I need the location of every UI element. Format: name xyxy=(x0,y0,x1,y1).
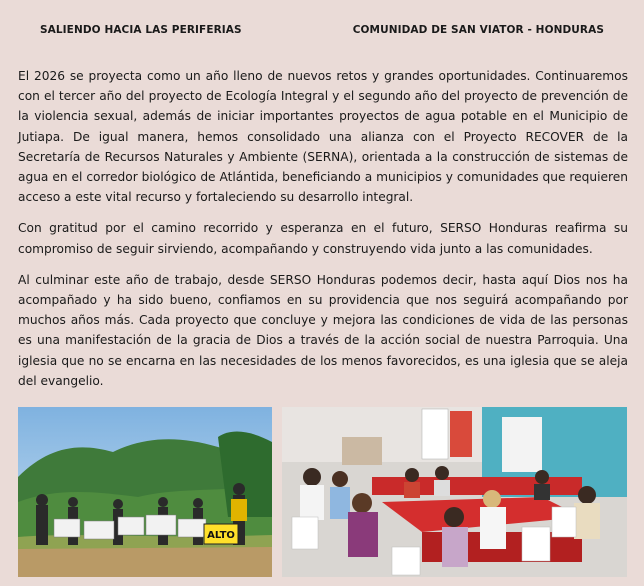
paragraph-3: Al culminar este año de trabajo, desde SERSO Honduras podemos decir, hasta aquí Dios nos ha acompañado y ha sido bueno, confiamos en su providencia que nos seguirá acompañando por muchos años más. Cada proyecto que concluye y mejora las condiciones de vida de las personas es una manifestación de la gracia de Dios a través de la acción social de nuestra Parroquia. Una iglesia que no se encarna en las necesidades de los menos favorecidos, es una iglesia que se aleja del evangelio. xyxy=(18,272,628,388)
header-right-title: COMUNIDAD DE SAN VIATOR - HONDURAS xyxy=(352,24,604,36)
paragraph-2: Con gratitud por el camino recorrido y esperanza en el futuro, SERSO Honduras reafirma su compromiso de seguir sirviendo, acompañando y construyendo vida junto a las comunidades. xyxy=(18,221,628,256)
photo-community-group xyxy=(18,407,272,577)
page-header xyxy=(0,24,644,42)
paragraph-1: El 2026 se proyecta como un año lleno de nuevos retos y grandes oportunidades. Continuaremos con el tercer año del proyecto de Ecología Integral y el segundo año del proyecto de prevención de la violencia sexual, además de iniciar importantes proyectos de agua potable en el Municipio de Jutiapa. De igual manera, hemos consolidado una alianza con el Proyecto RECOVER de la Secretaría de Recursos Naturales y Ambiente (SERNA), orientada a la construcción de sistemas de agua en el corredor biológico de Atlántida, beneficiando a municipios y comunidades que requieren acceso a este vital recurso y fortaleciendo su desarrollo integral. xyxy=(18,69,628,205)
stop-sign-text: ALTO xyxy=(207,530,235,541)
document-body xyxy=(18,66,628,402)
header-left-title: SALIENDO HACIA LAS PERIFERIAS xyxy=(40,24,242,36)
photo-meeting-table xyxy=(282,407,627,577)
